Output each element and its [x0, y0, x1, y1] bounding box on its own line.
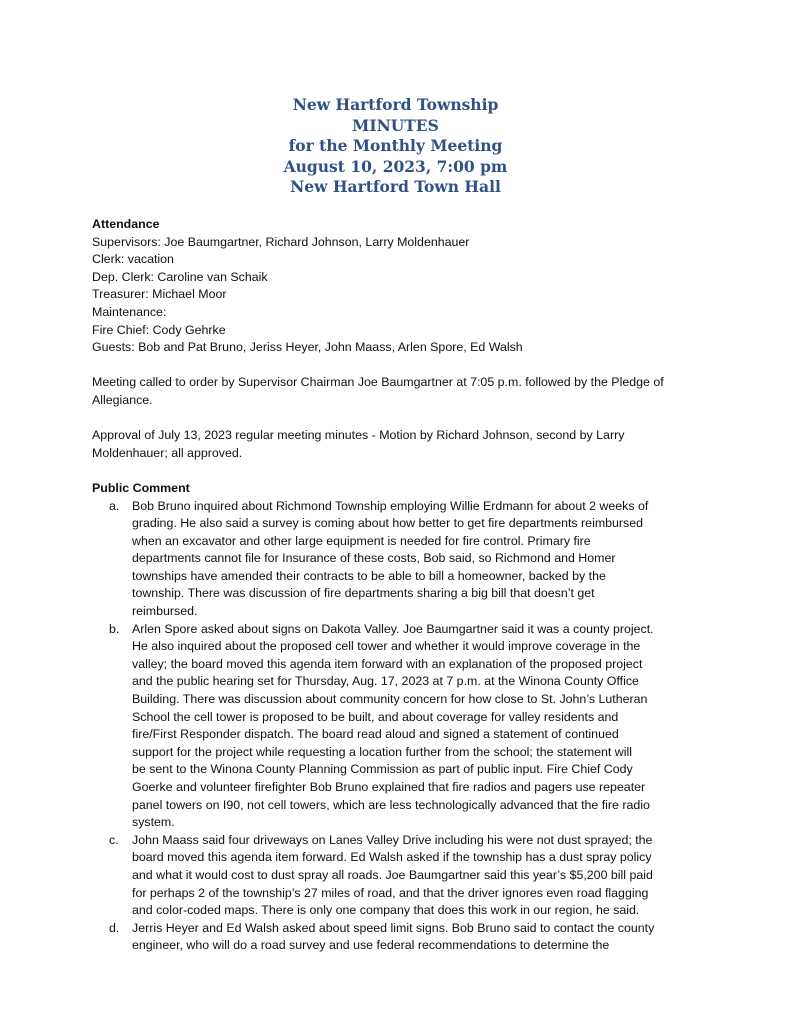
title-meeting-type: for the Monthly Meeting: [288, 136, 503, 155]
item-line: Arlen Spore asked about signs on Dakota Valley. Joe Baumgartner said it was a county project.: [132, 621, 654, 636]
public-comment-item-c: [92, 832, 732, 920]
list-marker: c.: [109, 832, 119, 847]
approval-line: Moldenhauer; all approved.: [92, 445, 243, 460]
title-date-time: August 10, 2023, 7:00 pm: [283, 156, 508, 176]
item-line: reimbursed.: [132, 604, 198, 619]
item-line: panel towers on I90, not cell towers, which are less technologically advanced that the fire radio: [132, 797, 650, 812]
public-comment-item-d: [92, 920, 732, 955]
item-line: grading. He also said a survey is coming about how better to get fire departments reimbursed: [132, 516, 644, 531]
attendance-fire-chief: Fire Chief: Cody Gehrke: [92, 322, 226, 337]
item-line: Goerke and volunteer firefighter Bob Bruno explained that fire radios and pagers use repeater: [132, 780, 646, 794]
title-location: New Hartford Town Hall: [290, 177, 501, 196]
call-to-order-line: Meeting called to order by Supervisor Chairman Joe Baumgartner at 7:05 p.m. followed by the Pledge of: [92, 375, 664, 390]
item-line: engineer, who will do a road survey and use federal recommendations to determine the: [132, 938, 610, 953]
item-line: be sent to the Winona County Planning Commission as part of public input. Fire Chief Cody: [132, 762, 633, 777]
approval-paragraph: [92, 427, 732, 462]
item-line: John Maass said four driveways on Lanes Valley Drive including his were not dust sprayed; the: [132, 832, 653, 847]
item-line: township. There was discussion of fire departments sharing a big bill that doesn’t get: [132, 586, 595, 601]
attendance-section: [92, 216, 732, 357]
attendance-dep-clerk: Dep. Clerk: Caroline van Schaik: [92, 269, 268, 284]
public-comment-item-a: [92, 498, 732, 621]
title-township: New Hartford Township: [292, 95, 499, 114]
item-line: board moved this agenda item forward. Ed Walsh asked if the township has a dust spray policy: [132, 850, 652, 865]
public-comment-heading: Public Comment: [92, 480, 190, 495]
item-line: departments cannot file for Insurance of these costs, Bob said, so Richmond and Homer: [132, 551, 616, 566]
attendance-treasurer: Treasurer: Michael Moor: [92, 287, 227, 302]
list-marker: d.: [109, 920, 120, 935]
public-comment-item-b: [92, 621, 732, 832]
attendance-heading: Attendance: [92, 217, 160, 231]
item-line: system.: [132, 815, 175, 830]
item-line: for perhaps 2 of the township’s 27 miles of road, and that the driver ignores even road flagging: [132, 885, 649, 900]
call-to-order-line: Allegiance.: [92, 392, 153, 407]
item-line: valley; the board moved this agenda item forward with an explanation of the proposed project: [132, 656, 643, 671]
list-marker: b.: [109, 621, 120, 636]
call-to-order-paragraph: [92, 374, 732, 409]
document-body: [92, 216, 732, 955]
item-line: School the cell tower is proposed to be built, and about coverage for valley residents and: [132, 709, 619, 724]
item-line: He also inquired about the proposed cell tower and whether it would improve coverage in the: [132, 639, 641, 654]
document-title: [0, 95, 791, 198]
item-line: Bob Bruno inquired about Richmond Township employing Willie Erdmann for about 2 weeks of: [132, 498, 649, 513]
public-comment-section: [92, 480, 732, 955]
attendance-maintenance: Maintenance:: [92, 304, 167, 319]
attendance-clerk: Clerk: vacation: [92, 252, 174, 267]
attendance-guests: Guests: Bob and Pat Bruno, Jeriss Heyer, John Maass, Arlen Spore, Ed Walsh: [92, 340, 523, 355]
item-line: Jerris Heyer and Ed Walsh asked about speed limit signs. Bob Bruno said to contact the county: [132, 920, 655, 935]
item-line: fire/First Responder dispatch. The board read aloud and signed a statement of continued: [132, 727, 619, 742]
list-marker: a.: [109, 498, 120, 513]
item-line: townships have amended their contracts to be able to bill a homeowner, backed by the: [132, 568, 606, 583]
item-line: and color-coded maps. There is only one company that does this work in our region, he said.: [132, 903, 640, 918]
attendance-supervisors: Supervisors: Joe Baumgartner, Richard Johnson, Larry Moldenhauer: [92, 234, 470, 249]
public-comment-list: [92, 498, 732, 955]
item-line: when an excavator and other large equipment is needed for fire control. Primary fire: [132, 533, 591, 548]
title-minutes: MINUTES: [352, 115, 439, 135]
item-line: support for the project while requesting a location further from the school; the statement will: [132, 744, 633, 759]
approval-line: Approval of July 13, 2023 regular meeting minutes - Motion by Richard Johnson, second by Larry: [92, 428, 625, 443]
item-line: and what it would cost to dust spray all roads. Joe Baumgartner said this year’s $5,200 bill paid: [132, 867, 653, 882]
item-line: Building. There was discussion about community concern for how close to St. John’s Lutheran: [132, 692, 648, 707]
item-line: and the public hearing set for Thursday, Aug. 17, 2023 at 7 p.m. at the Winona County Office: [132, 674, 639, 689]
